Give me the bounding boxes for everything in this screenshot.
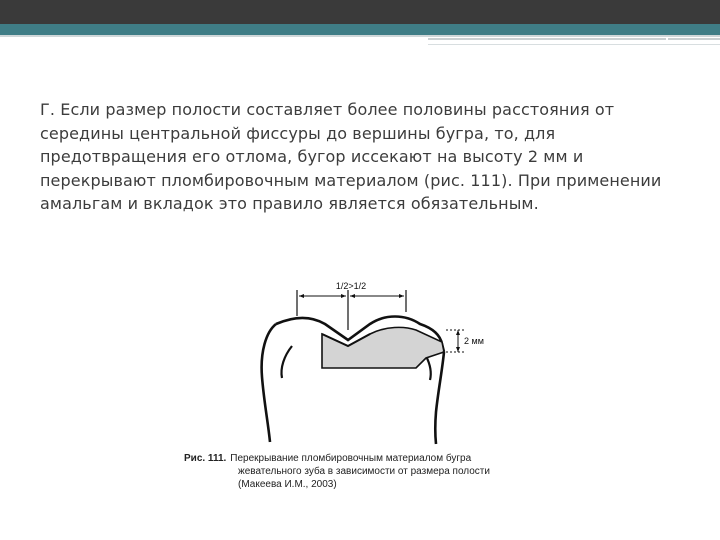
- dimension-2mm-label: 2 мм: [464, 336, 484, 346]
- accent-line: [428, 38, 666, 40]
- arrowhead: [350, 294, 355, 298]
- header-accent-lines: [428, 38, 720, 48]
- arrowhead: [399, 294, 404, 298]
- caption-label: Рис. 111.: [184, 453, 227, 464]
- figure-caption: [184, 452, 530, 491]
- body-paragraph: Г. Если размер полости составляет более половины расстояния от середины центральной фиссуры до вершины бугра, то, для предотвращения его отлома, бугор иссекают на высоту 2 мм и перекрывают пломбировочным материалом (рис. 111). При применении амальгам и вкладок это правило является обязательным.: [40, 100, 662, 213]
- header-teal-bar: [0, 24, 720, 35]
- arrowhead: [341, 294, 346, 298]
- accent-line: [668, 38, 720, 40]
- arrowhead: [299, 294, 304, 298]
- top-dimension-label: 1/2>1/2: [335, 281, 367, 291]
- arrowhead: [456, 330, 460, 335]
- tooth-right-wall: [435, 352, 444, 444]
- caption-line-1: Перекрывание пломбировочным материалом бугра: [230, 453, 472, 464]
- accent-line: [428, 44, 720, 45]
- figure-111: [180, 272, 530, 502]
- caption-line-2: жевательного зуба в зависимости от размера полости: [238, 466, 490, 477]
- header-dark-bar: [0, 0, 720, 24]
- dentin-line-left: [281, 346, 292, 378]
- tooth-left-wall: [262, 324, 276, 442]
- caption-line-3: (Макеева И.М., 2003): [238, 479, 337, 490]
- dentin-line-right: [426, 356, 431, 380]
- arrowhead: [456, 347, 460, 352]
- header-divider: [0, 35, 720, 37]
